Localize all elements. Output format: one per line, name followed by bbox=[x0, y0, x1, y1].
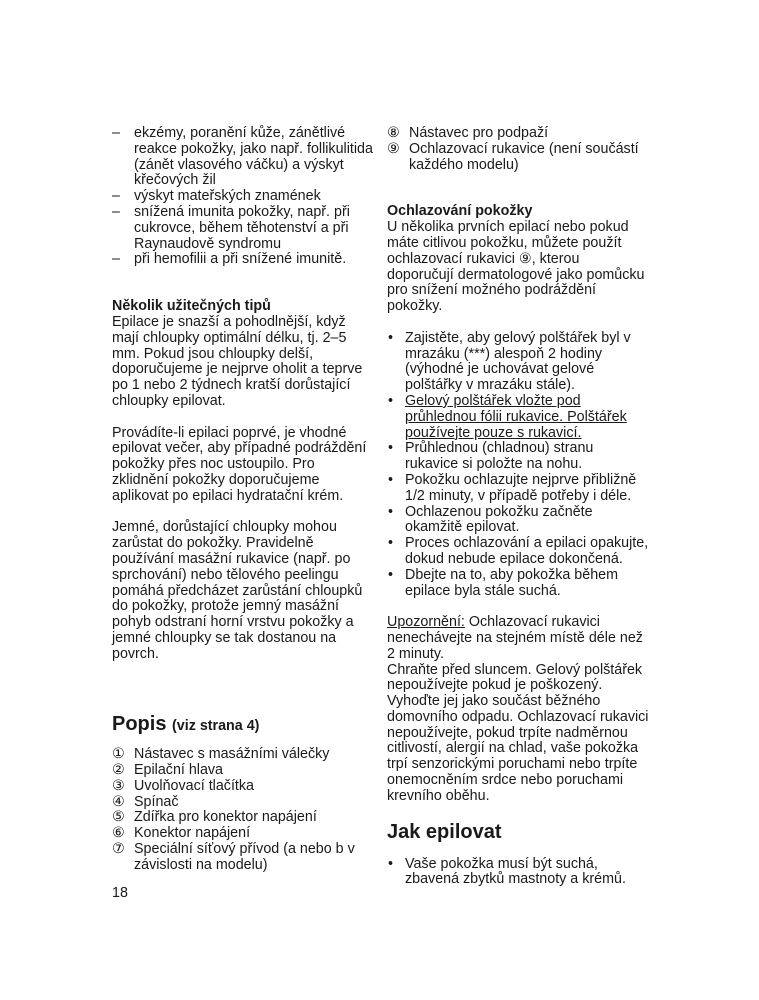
cooling-intro: U několika prvních epilací nebo pokud máte citlivou pokožku, můžete použít ochlazovací rukavici ⑨, kterou doporučují dermatologové jako pomůcku pro snížení možného podráždění pokožky. bbox=[387, 219, 645, 315]
list-item bbox=[112, 747, 374, 763]
list-item: • Dbejte na to, aby pokožka během epilace byla stále suchá. bbox=[387, 568, 649, 600]
list-item: • Pokožku ochlazujte nejprve přibližně 1/2 minuty, v případě potřeby i déle. bbox=[387, 473, 649, 505]
how-to-steps bbox=[387, 857, 649, 889]
part-number: ③ bbox=[112, 777, 125, 794]
cooling-steps bbox=[387, 331, 649, 600]
parts-list-continued bbox=[387, 126, 649, 173]
part-number: ⑤ bbox=[112, 809, 125, 826]
part-label: Zdířka pro konektor napájení bbox=[134, 809, 317, 826]
list-item: • Vaše pokožka musí být suchá, zbavená zbytků mastnoty a krémů. bbox=[387, 857, 649, 889]
tips-heading: Několik užitečných tipů bbox=[112, 298, 271, 315]
list-item: • Ochlazenou pokožku začněte okamžitě epilovat. bbox=[387, 505, 649, 537]
tips-paragraph-2: Provádíte-li epilaci poprvé, je vhodné epilovat večer, aby případné podráždění pokožky přes noc ustoupilo. Pro zklidnění pokožky doporučujeme aplikovat po epilaci hydratační krém. bbox=[112, 424, 367, 504]
part-number: ① bbox=[112, 746, 125, 763]
warning-text: Ochlazovací rukavici nenechávejte na stejném místě déle než 2 minuty. bbox=[387, 614, 643, 662]
part-label: Konektor napájení bbox=[134, 825, 251, 842]
popis-title: Popis bbox=[112, 713, 167, 736]
list-item: • Zajistěte, aby gelový polštářek byl v mrazáku (***) alespoň 2 hodiny (výhodné je uchovávat gelové polštářky v mrazáku stále). bbox=[387, 331, 649, 394]
list-item bbox=[112, 810, 374, 826]
list-item: • Průhlednou (chladnou) stranu rukavice si položte na nohu. bbox=[387, 441, 649, 473]
part-number: ④ bbox=[112, 793, 125, 810]
part-label: Spínač bbox=[134, 793, 179, 810]
list-item: • Proces ochlazování a epilaci opakujte, dokud nebude epilace dokončená. bbox=[387, 536, 649, 568]
list-item bbox=[112, 842, 374, 874]
list-item: – při hemofilii a při snížené imunitě. bbox=[112, 252, 374, 268]
how-to-heading: Jak epilovat bbox=[387, 820, 502, 843]
part-label: Epilační hlava bbox=[134, 762, 224, 779]
warning-details: Chraňte před sluncem. Gelový polštářek nepoužívejte pokud je poškozený. Vyhoďte jej jako součást běžného domovního odpadu. Ochlazovací rukavici nepoužívejte, pokud trpíte nadměrnou citlivostí, alergií na chlad, vaše pokožka trpí senzorickými poruchami nebo trpíte onemocněním srdce nebo poruchami krevního oběhu. bbox=[387, 661, 649, 804]
list-item: – snížená imunita pokožky, např. při cukrovce, během těhotenství a při Raynaudově syndromu bbox=[112, 205, 374, 252]
tips-paragraph-3: Jemné, dorůstající chloupky mohou zarůstat do pokožky. Pravidelně používání masážní rukavice (např. po sprchování) nebo tělového peelingu pomáhá předcházet zarůstání chloupků do pokožky, protože jemný masážní pohyb odstraní horní vrstvu pokožky a jemné chloupky se tak dostanou na povrch. bbox=[112, 519, 363, 662]
part-label: Nástavec pro podpaží bbox=[409, 125, 549, 141]
list-item bbox=[387, 142, 649, 174]
tips-paragraph-1: Epilace je snazší a pohodlnější, když mají chloupky optimální délku, tj. 2–5 mm. Pokud jsou chloupky delší, doporučujeme je nejprve oholit a teprve po 1 nebo 2 týdnech kratší dorůstající chloupky epilovat. bbox=[112, 313, 363, 409]
parts-list bbox=[112, 747, 374, 873]
warning-paragraph bbox=[387, 615, 649, 662]
list-item bbox=[387, 394, 649, 441]
right-column bbox=[387, 126, 649, 888]
list-item bbox=[112, 779, 374, 795]
popis-subtitle: (viz strana 4) bbox=[172, 718, 260, 735]
list-item bbox=[112, 826, 374, 842]
list-item bbox=[112, 795, 374, 811]
part-label: Nástavec s masážními válečky bbox=[134, 746, 330, 763]
part-label: Ochlazovací rukavice (není součástí každého modelu) bbox=[409, 140, 639, 173]
list-item: – ekzémy, poranění kůže, zánětlivé reakce pokožky, jako např. follikulitida (zánět vlasového váčku) a výskyt křečových žil bbox=[112, 126, 374, 189]
part-label: Speciální síťový přívod (a nebo b v závislosti na modelu) bbox=[134, 841, 355, 873]
cooling-heading: Ochlazování pokožky bbox=[387, 203, 533, 220]
list-item bbox=[112, 763, 374, 779]
contraindication-list bbox=[112, 126, 374, 268]
part-number: ⑥ bbox=[112, 825, 125, 842]
list-item: – výskyt mateřských znamének bbox=[112, 189, 374, 205]
part-number: ⑦ bbox=[112, 841, 125, 858]
underlined-instruction: Gelový polštářek vložte pod průhlednou fólii rukavice. Polštářek používejte pouze s rukavicí. bbox=[405, 392, 627, 441]
warning-label: Upozornění: bbox=[387, 614, 465, 631]
part-number: ⑧ bbox=[387, 125, 400, 141]
left-column bbox=[112, 126, 374, 874]
page-number: 18 bbox=[112, 885, 128, 901]
part-number: ② bbox=[112, 762, 125, 779]
list-item bbox=[387, 126, 649, 142]
part-label: Uvolňovací tlačítka bbox=[134, 777, 254, 794]
popis-heading bbox=[112, 713, 374, 737]
part-number: ⑨ bbox=[387, 140, 400, 157]
